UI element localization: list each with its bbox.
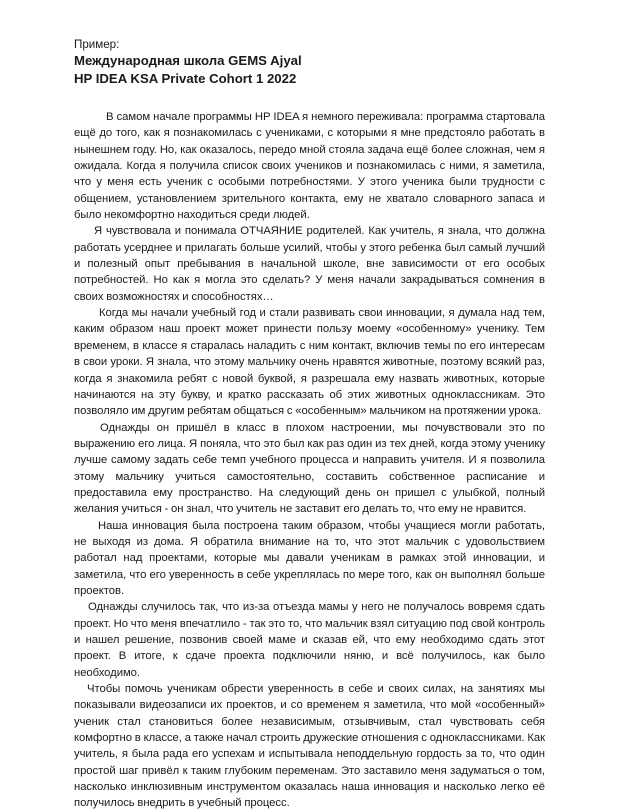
- paragraph-5: Наша инновация была построена таким образом, чтобы учащиеся могли работать, не выходя из дома. Я обратила внимание на то, что этот мальчик с удовольствием работал над проектами, которые мы давали ученикам в рамках этой инновации, и заметила, что его уверенность в себе укреплялась по мере того, как он выполнял больше проектов.: [74, 519, 545, 597]
- example-label: Пример:: [74, 38, 120, 51]
- paragraph-1: В самом начале программы HP IDEA я немного переживала: программа стартовала ещё до того, как я познакомилась с учениками, с которыми я мне предстояло работать в нынешнем году. Но, как оказалось, передо мной стояла задача ещё более сложная, чем я ожидала. Когда я получила список своих учеников и познакомилась с ними, я заметила, что у меня есть ученик с особыми потребностями. У этого ученика были трудности с общением, установлением зрительного контакта, ему не хватало словарного запаса и было некомфортно находиться среди людей.: [74, 111, 545, 222]
- document-page: [74, 37, 545, 812]
- cohort-title: HP IDEA KSA Private Cohort 1 2022: [74, 71, 297, 86]
- document-body: [74, 109, 545, 812]
- paragraph-3: Когда мы начали учебный год и стали развивать свои инновации, я думала над тем, каким образом наш проект может принести пользу моему «особенному» ученику. Тем временем, в классе я старалась наладить с ним контакт, включив темы по его интересам в свои уроки. Я знала, что этому мальчику очень нравятся животные, поэтому всякий раз, когда я знакомила ребят с новой буквой, я разрешала ему назвать животных, которые начинаются на эту букву, и кратко рассказать об этих животных одноклассникам. Это позволяло им другим ребятам общаться с «особенным» мальчиком на протяжении урока.: [74, 307, 545, 418]
- paragraph-4: Однажды он пришёл в класс в плохом настроении, мы почувствовали это по выражению его лица. Я поняла, что это был как раз один из тех дней, когда этому ученику лучше самому задать себе темп учебного процесса и направить учителя. И я позволила этому мальчику учиться самостоятельно, составить собственное расписание и предоставила ему пространство. На следующий день он пришел с улыбкой, полный желания учиться - он знал, что учитель не заставит его делать то, что ему не нравится.: [74, 421, 545, 516]
- paragraph-7: Чтобы помочь ученикам обрести уверенность в себе и своих силах, на занятиях мы показывали видеозаписи их проектов, и со временем я заметила, что мой «особенный» ученик стал становиться более независимым, отзывчивым, стал чувствовать себя комфортно в классе, а также начал строить дружеские отношения с одноклассниками. Как учитель, я была рада его успехам и испытывала неподдельную гордость за то, что один простой шаг привёл к таким глубоким переменам. Это заставило меня задуматься о том, насколько инклюзивным инструментом оказалась наша инновация и насколько легко её получилось внедрить в учебный процесс.: [74, 683, 545, 810]
- paragraph-6: Однажды случилось так, что из-за отъезда мамы у него не получалось вовремя сдать проект. Но что меня впечатлило - так это то, что мальчик взял ситуацию под свой контроль и нашел решение, позвонив своей маме и сказав ей, что ему необходимо сдать этот проект. В итоге, к сдаче проекта подключили няню, и всё получилось, как было необходимо.: [74, 601, 545, 679]
- paragraph-2: Я чувствовала и понимала ОТЧАЯНИЕ родителей. Как учитель, я знала, что должна работать усерднее и прилагать больше усилий, чтобы у этого ребенка был самый лучший и полезный опыт пребывания в начальной школе, вне зависимости от его особых потребностей. Но как я могла это сделать? У меня начали закрадываться сомнения в своих возможностях и способностях…: [74, 225, 545, 303]
- school-title: Международная школа GEMS Ajyal: [74, 53, 302, 68]
